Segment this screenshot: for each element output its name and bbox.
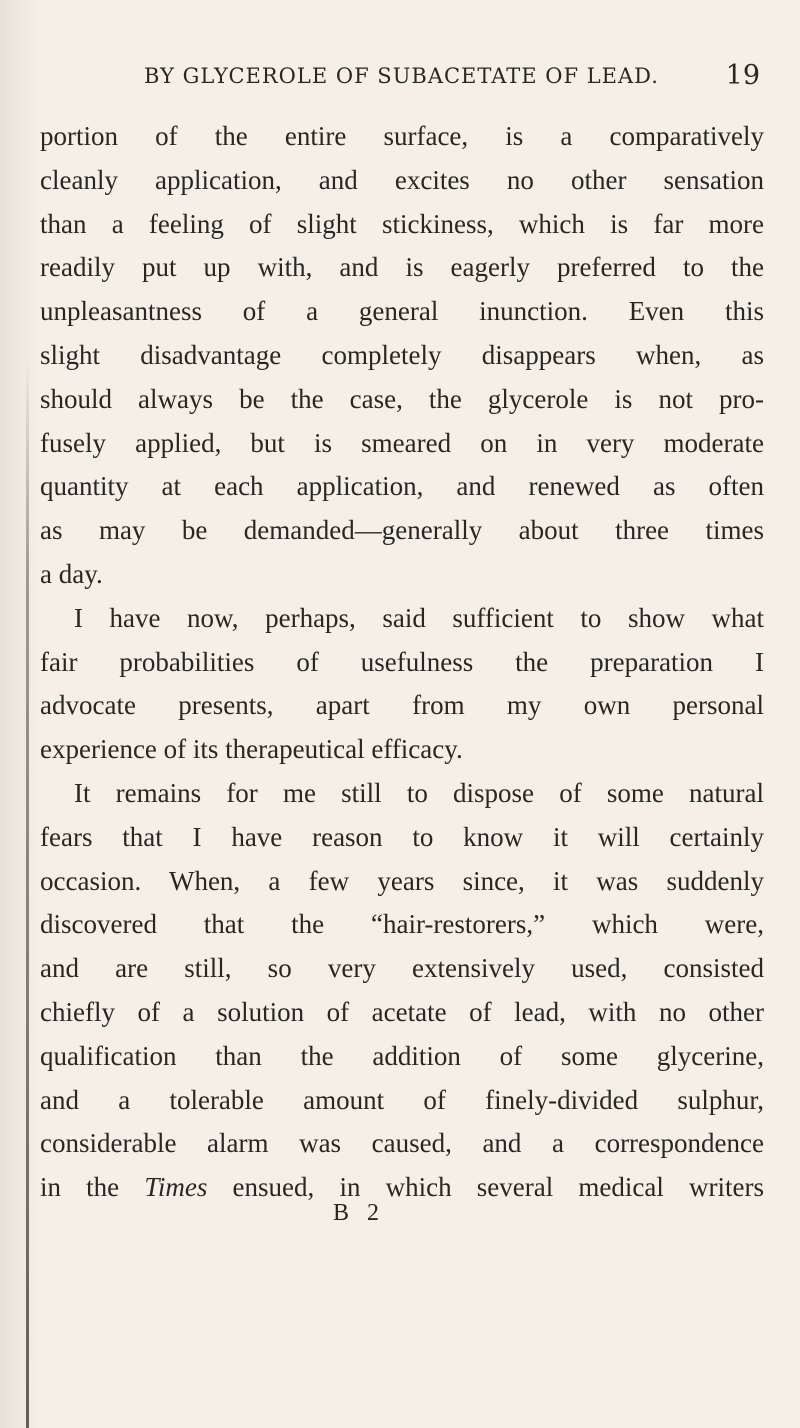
text-line-with-italic <box>40 1166 764 1210</box>
text-segment: ensued, in which several medical writers <box>207 1172 764 1203</box>
text-line: and a tolerable amount of finely-divided sulphur, <box>40 1084 764 1115</box>
gutter-shadow <box>0 0 40 1428</box>
text-line: chiefly of a solution of acetate of lead, with no other <box>40 996 764 1027</box>
page-number: 19 <box>725 60 760 91</box>
text-line: fears that I have reason to know it will certainly <box>40 821 764 852</box>
text-line: discovered that the “hair-restorers,” which were, <box>40 909 764 940</box>
text-segment: in the <box>40 1172 145 1203</box>
binding-edge <box>26 360 29 1428</box>
text-line: slight disadvantage completely disappears when, as <box>40 339 764 370</box>
text-line-paragraph-start: It remains for me still to dispose of some natural <box>74 777 764 808</box>
text-line: cleanly application, and excites no other sensation <box>40 164 764 195</box>
text-line: qualification than the addition of some glycerine, <box>40 1040 764 1071</box>
text-line: occasion. When, a few years since, it was suddenly <box>40 865 764 896</box>
text-line: and are still, so very extensively used, consisted <box>40 953 764 984</box>
body-text <box>40 115 764 1210</box>
text-line: considerable alarm was caused, and a correspondence <box>40 1128 764 1159</box>
text-line: quantity at each application, and renewed as often <box>40 471 764 502</box>
text-line-paragraph-end: a day. <box>40 558 103 589</box>
text-line: advocate presents, apart from my own personal <box>40 690 764 721</box>
italic-title-times: Times <box>144 1172 208 1203</box>
signature-mark: B 2 <box>333 1200 386 1226</box>
text-line-paragraph-end: experience of its therapeutical efficacy. <box>40 734 463 765</box>
text-line: readily put up with, and is eagerly preferred to the <box>40 252 764 283</box>
text-line: fusely applied, but is smeared on in very moderate <box>40 427 764 458</box>
running-title: BY GLYCEROLE OF SUBACETATE OF LEAD. <box>144 64 659 88</box>
text-line: portion of the entire surface, is a comparatively <box>40 121 764 151</box>
text-line: unpleasantness of a general inunction. Even this <box>40 296 764 327</box>
running-head <box>100 60 760 96</box>
text-line: as may be demanded—generally about three times <box>40 515 764 546</box>
text-line-paragraph-start: I have now, perhaps, said sufficient to show what <box>74 602 764 633</box>
text-line: fair probabilities of usefulness the preparation I <box>40 646 764 677</box>
text-line: than a feeling of slight stickiness, which is far more <box>40 208 764 239</box>
text-line: should always be the case, the glycerole is not pro- <box>40 383 764 414</box>
